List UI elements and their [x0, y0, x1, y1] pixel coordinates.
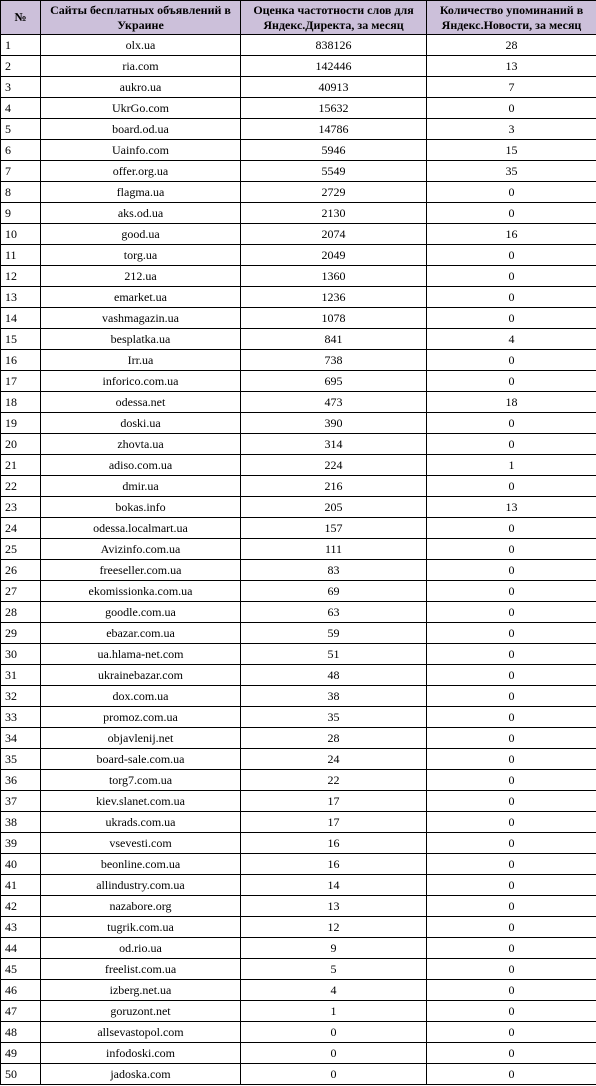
- table-row: [1, 791, 596, 812]
- news-mentions-value: 0: [427, 749, 596, 770]
- site-name: tugrik.com.ua: [41, 917, 241, 938]
- frequency-value: 2130: [241, 203, 427, 224]
- row-number: 13: [1, 287, 41, 308]
- table-row: [1, 623, 596, 644]
- table-row: [1, 896, 596, 917]
- frequency-value: 1: [241, 1001, 427, 1022]
- row-number: 22: [1, 476, 41, 497]
- news-mentions-value: 0: [427, 1064, 596, 1085]
- site-name: ekomissionka.com.ua: [41, 581, 241, 602]
- row-number: 6: [1, 140, 41, 161]
- news-mentions-value: 0: [427, 539, 596, 560]
- row-number: 33: [1, 707, 41, 728]
- site-name: goruzont.net: [41, 1001, 241, 1022]
- table-row: [1, 119, 596, 140]
- frequency-value: 28: [241, 728, 427, 749]
- row-number: 47: [1, 1001, 41, 1022]
- news-mentions-value: 0: [427, 308, 596, 329]
- site-name: torg7.com.ua: [41, 770, 241, 791]
- news-mentions-value: 7: [427, 77, 596, 98]
- frequency-value: 390: [241, 413, 427, 434]
- site-name: jadoska.com: [41, 1064, 241, 1085]
- frequency-value: 142446: [241, 56, 427, 77]
- table-row: [1, 329, 596, 350]
- site-name: freelist.com.ua: [41, 959, 241, 980]
- site-name: ukrainebazar.com: [41, 665, 241, 686]
- table-row: [1, 938, 596, 959]
- frequency-value: 40913: [241, 77, 427, 98]
- site-name: ua.hlama-net.com: [41, 644, 241, 665]
- frequency-value: 9: [241, 938, 427, 959]
- table-row: [1, 917, 596, 938]
- news-mentions-value: 4: [427, 329, 596, 350]
- row-number: 28: [1, 602, 41, 623]
- table-row: [1, 518, 596, 539]
- table-row: [1, 1043, 596, 1064]
- news-mentions-value: 18: [427, 392, 596, 413]
- site-name: vsevesti.com: [41, 833, 241, 854]
- news-mentions-value: 0: [427, 686, 596, 707]
- row-number: 46: [1, 980, 41, 1001]
- table-row: [1, 959, 596, 980]
- table-row: [1, 497, 596, 518]
- frequency-value: 83: [241, 560, 427, 581]
- row-number: 15: [1, 329, 41, 350]
- row-number: 35: [1, 749, 41, 770]
- site-name: allsevastopol.com: [41, 1022, 241, 1043]
- site-name: vashmagazin.ua: [41, 308, 241, 329]
- news-mentions-value: 0: [427, 245, 596, 266]
- header-number: №: [1, 1, 41, 35]
- frequency-value: 51: [241, 644, 427, 665]
- news-mentions-value: 13: [427, 497, 596, 518]
- table-row: [1, 1001, 596, 1022]
- frequency-value: 5549: [241, 161, 427, 182]
- row-number: 11: [1, 245, 41, 266]
- site-name: freeseller.com.ua: [41, 560, 241, 581]
- frequency-value: 4: [241, 980, 427, 1001]
- row-number: 20: [1, 434, 41, 455]
- frequency-value: 0: [241, 1022, 427, 1043]
- news-mentions-value: 0: [427, 1001, 596, 1022]
- table-row: [1, 749, 596, 770]
- table-row: [1, 434, 596, 455]
- news-mentions-value: 0: [427, 350, 596, 371]
- news-mentions-value: 0: [427, 812, 596, 833]
- site-name: board-sale.com.ua: [41, 749, 241, 770]
- table-row: [1, 665, 596, 686]
- site-name: good.ua: [41, 224, 241, 245]
- site-name: board.od.ua: [41, 119, 241, 140]
- site-name: izberg.net.ua: [41, 980, 241, 1001]
- news-mentions-value: 0: [427, 203, 596, 224]
- news-mentions-value: 0: [427, 623, 596, 644]
- row-number: 45: [1, 959, 41, 980]
- news-mentions-value: 0: [427, 728, 596, 749]
- site-name: dox.com.ua: [41, 686, 241, 707]
- frequency-value: 216: [241, 476, 427, 497]
- news-mentions-value: 0: [427, 518, 596, 539]
- table-row: [1, 98, 596, 119]
- news-mentions-value: 13: [427, 56, 596, 77]
- news-mentions-value: 0: [427, 875, 596, 896]
- site-name: ria.com: [41, 56, 241, 77]
- header-site: Сайты бесплатных объявлений в Украине: [41, 1, 241, 35]
- row-number: 48: [1, 1022, 41, 1043]
- news-mentions-value: 0: [427, 854, 596, 875]
- table-row: [1, 77, 596, 98]
- frequency-value: 1236: [241, 287, 427, 308]
- header-row: [1, 1, 596, 35]
- site-name: goodle.com.ua: [41, 602, 241, 623]
- frequency-value: 314: [241, 434, 427, 455]
- row-number: 19: [1, 413, 41, 434]
- frequency-value: 16: [241, 833, 427, 854]
- row-number: 10: [1, 224, 41, 245]
- site-name: Avizinfo.com.ua: [41, 539, 241, 560]
- frequency-value: 838126: [241, 35, 427, 56]
- frequency-value: 841: [241, 329, 427, 350]
- row-number: 41: [1, 875, 41, 896]
- table-row: [1, 371, 596, 392]
- site-name: besplatka.ua: [41, 329, 241, 350]
- table-row: [1, 875, 596, 896]
- news-mentions-value: 0: [427, 98, 596, 119]
- row-number: 32: [1, 686, 41, 707]
- site-name: doski.ua: [41, 413, 241, 434]
- site-name: UkrGo.com: [41, 98, 241, 119]
- news-mentions-value: 0: [427, 1022, 596, 1043]
- news-mentions-value: 0: [427, 770, 596, 791]
- frequency-value: 63: [241, 602, 427, 623]
- row-number: 7: [1, 161, 41, 182]
- row-number: 42: [1, 896, 41, 917]
- site-name: 212.ua: [41, 266, 241, 287]
- header-news-mentions: Количество упоминаний в Яндекс.Новости, за месяц: [427, 1, 596, 35]
- table-row: [1, 728, 596, 749]
- frequency-value: 59: [241, 623, 427, 644]
- news-mentions-value: 0: [427, 413, 596, 434]
- news-mentions-value: 3: [427, 119, 596, 140]
- row-number: 29: [1, 623, 41, 644]
- row-number: 50: [1, 1064, 41, 1085]
- news-mentions-value: 0: [427, 371, 596, 392]
- row-number: 27: [1, 581, 41, 602]
- news-mentions-value: 0: [427, 476, 596, 497]
- row-number: 5: [1, 119, 41, 140]
- site-name: adiso.com.ua: [41, 455, 241, 476]
- table-row: [1, 644, 596, 665]
- table-row: [1, 581, 596, 602]
- row-number: 3: [1, 77, 41, 98]
- news-mentions-value: 0: [427, 644, 596, 665]
- site-name: emarket.ua: [41, 287, 241, 308]
- table-row: [1, 833, 596, 854]
- frequency-value: 157: [241, 518, 427, 539]
- site-name: Irr.ua: [41, 350, 241, 371]
- news-mentions-value: 0: [427, 287, 596, 308]
- row-number: 21: [1, 455, 41, 476]
- site-name: odessa.net: [41, 392, 241, 413]
- news-mentions-value: 0: [427, 560, 596, 581]
- frequency-value: 5946: [241, 140, 427, 161]
- table-row: [1, 560, 596, 581]
- news-mentions-value: 0: [427, 896, 596, 917]
- frequency-value: 2729: [241, 182, 427, 203]
- site-name: Uainfo.com: [41, 140, 241, 161]
- news-mentions-value: 35: [427, 161, 596, 182]
- row-number: 37: [1, 791, 41, 812]
- row-number: 23: [1, 497, 41, 518]
- frequency-value: 224: [241, 455, 427, 476]
- row-number: 16: [1, 350, 41, 371]
- row-number: 36: [1, 770, 41, 791]
- site-name: zhovta.ua: [41, 434, 241, 455]
- header-frequency: Оценка частотности слов для Яндекс.Директа, за месяц: [241, 1, 427, 35]
- site-name: objavlenij.net: [41, 728, 241, 749]
- site-name: allindustry.com.ua: [41, 875, 241, 896]
- site-name: dmir.ua: [41, 476, 241, 497]
- table-row: [1, 266, 596, 287]
- table-row: [1, 455, 596, 476]
- row-number: 24: [1, 518, 41, 539]
- table-row: [1, 980, 596, 1001]
- frequency-value: 69: [241, 581, 427, 602]
- frequency-value: 2049: [241, 245, 427, 266]
- table-row: [1, 392, 596, 413]
- table-row: [1, 812, 596, 833]
- frequency-value: 0: [241, 1064, 427, 1085]
- table-row: [1, 602, 596, 623]
- row-number: 12: [1, 266, 41, 287]
- site-name: infodoski.com: [41, 1043, 241, 1064]
- frequency-value: 16: [241, 854, 427, 875]
- site-name: odessa.localmart.ua: [41, 518, 241, 539]
- row-number: 49: [1, 1043, 41, 1064]
- news-mentions-value: 0: [427, 581, 596, 602]
- frequency-value: 35: [241, 707, 427, 728]
- news-mentions-value: 0: [427, 833, 596, 854]
- frequency-value: 1078: [241, 308, 427, 329]
- table-row: [1, 35, 596, 56]
- frequency-value: 13: [241, 896, 427, 917]
- frequency-value: 17: [241, 791, 427, 812]
- news-mentions-value: 0: [427, 602, 596, 623]
- site-name: aks.od.ua: [41, 203, 241, 224]
- news-mentions-value: 0: [427, 791, 596, 812]
- frequency-value: 205: [241, 497, 427, 518]
- frequency-value: 22: [241, 770, 427, 791]
- row-number: 4: [1, 98, 41, 119]
- site-name: promoz.com.ua: [41, 707, 241, 728]
- frequency-value: 2074: [241, 224, 427, 245]
- table-row: [1, 140, 596, 161]
- news-mentions-value: 15: [427, 140, 596, 161]
- news-mentions-value: 0: [427, 266, 596, 287]
- frequency-value: 12: [241, 917, 427, 938]
- site-name: torg.ua: [41, 245, 241, 266]
- news-mentions-value: 1: [427, 455, 596, 476]
- news-mentions-value: 16: [427, 224, 596, 245]
- row-number: 30: [1, 644, 41, 665]
- table-row: [1, 308, 596, 329]
- news-mentions-value: 0: [427, 917, 596, 938]
- table-row: [1, 245, 596, 266]
- site-name: ebazar.com.ua: [41, 623, 241, 644]
- table-row: [1, 707, 596, 728]
- row-number: 31: [1, 665, 41, 686]
- table-body: [1, 35, 596, 1085]
- frequency-value: 15632: [241, 98, 427, 119]
- site-name: aukro.ua: [41, 77, 241, 98]
- row-number: 26: [1, 560, 41, 581]
- row-number: 9: [1, 203, 41, 224]
- frequency-value: 14: [241, 875, 427, 896]
- table-row: [1, 1022, 596, 1043]
- row-number: 8: [1, 182, 41, 203]
- table-row: [1, 161, 596, 182]
- frequency-value: 0: [241, 1043, 427, 1064]
- row-number: 25: [1, 539, 41, 560]
- site-name: inforico.com.ua: [41, 371, 241, 392]
- news-mentions-value: 0: [427, 182, 596, 203]
- row-number: 14: [1, 308, 41, 329]
- table-row: [1, 854, 596, 875]
- table-row: [1, 1064, 596, 1085]
- news-mentions-value: 0: [427, 707, 596, 728]
- site-name: ukrads.com.ua: [41, 812, 241, 833]
- frequency-value: 1360: [241, 266, 427, 287]
- row-number: 38: [1, 812, 41, 833]
- site-name: od.rio.ua: [41, 938, 241, 959]
- news-mentions-value: 0: [427, 980, 596, 1001]
- row-number: 2: [1, 56, 41, 77]
- frequency-value: 38: [241, 686, 427, 707]
- table-row: [1, 224, 596, 245]
- frequency-value: 14786: [241, 119, 427, 140]
- site-name: flagma.ua: [41, 182, 241, 203]
- table-row: [1, 686, 596, 707]
- row-number: 39: [1, 833, 41, 854]
- news-mentions-value: 0: [427, 434, 596, 455]
- frequency-value: 48: [241, 665, 427, 686]
- frequency-value: 695: [241, 371, 427, 392]
- site-name: kiev.slanet.com.ua: [41, 791, 241, 812]
- site-name: offer.org.ua: [41, 161, 241, 182]
- table-row: [1, 476, 596, 497]
- frequency-value: 473: [241, 392, 427, 413]
- row-number: 34: [1, 728, 41, 749]
- frequency-value: 5: [241, 959, 427, 980]
- table-row: [1, 56, 596, 77]
- site-name: bokas.info: [41, 497, 241, 518]
- row-number: 1: [1, 35, 41, 56]
- table-row: [1, 539, 596, 560]
- table-row: [1, 770, 596, 791]
- frequency-value: 111: [241, 539, 427, 560]
- row-number: 40: [1, 854, 41, 875]
- news-mentions-value: 0: [427, 938, 596, 959]
- site-name: beonline.com.ua: [41, 854, 241, 875]
- row-number: 44: [1, 938, 41, 959]
- row-number: 17: [1, 371, 41, 392]
- table-row: [1, 287, 596, 308]
- news-mentions-value: 0: [427, 1043, 596, 1064]
- frequency-value: 24: [241, 749, 427, 770]
- table-row: [1, 413, 596, 434]
- table-row: [1, 203, 596, 224]
- site-name: olx.ua: [41, 35, 241, 56]
- site-name: nazabore.org: [41, 896, 241, 917]
- news-mentions-value: 0: [427, 959, 596, 980]
- table-row: [1, 182, 596, 203]
- news-mentions-value: 28: [427, 35, 596, 56]
- row-number: 18: [1, 392, 41, 413]
- row-number: 43: [1, 917, 41, 938]
- table-row: [1, 350, 596, 371]
- frequency-value: 17: [241, 812, 427, 833]
- frequency-value: 738: [241, 350, 427, 371]
- news-mentions-value: 0: [427, 665, 596, 686]
